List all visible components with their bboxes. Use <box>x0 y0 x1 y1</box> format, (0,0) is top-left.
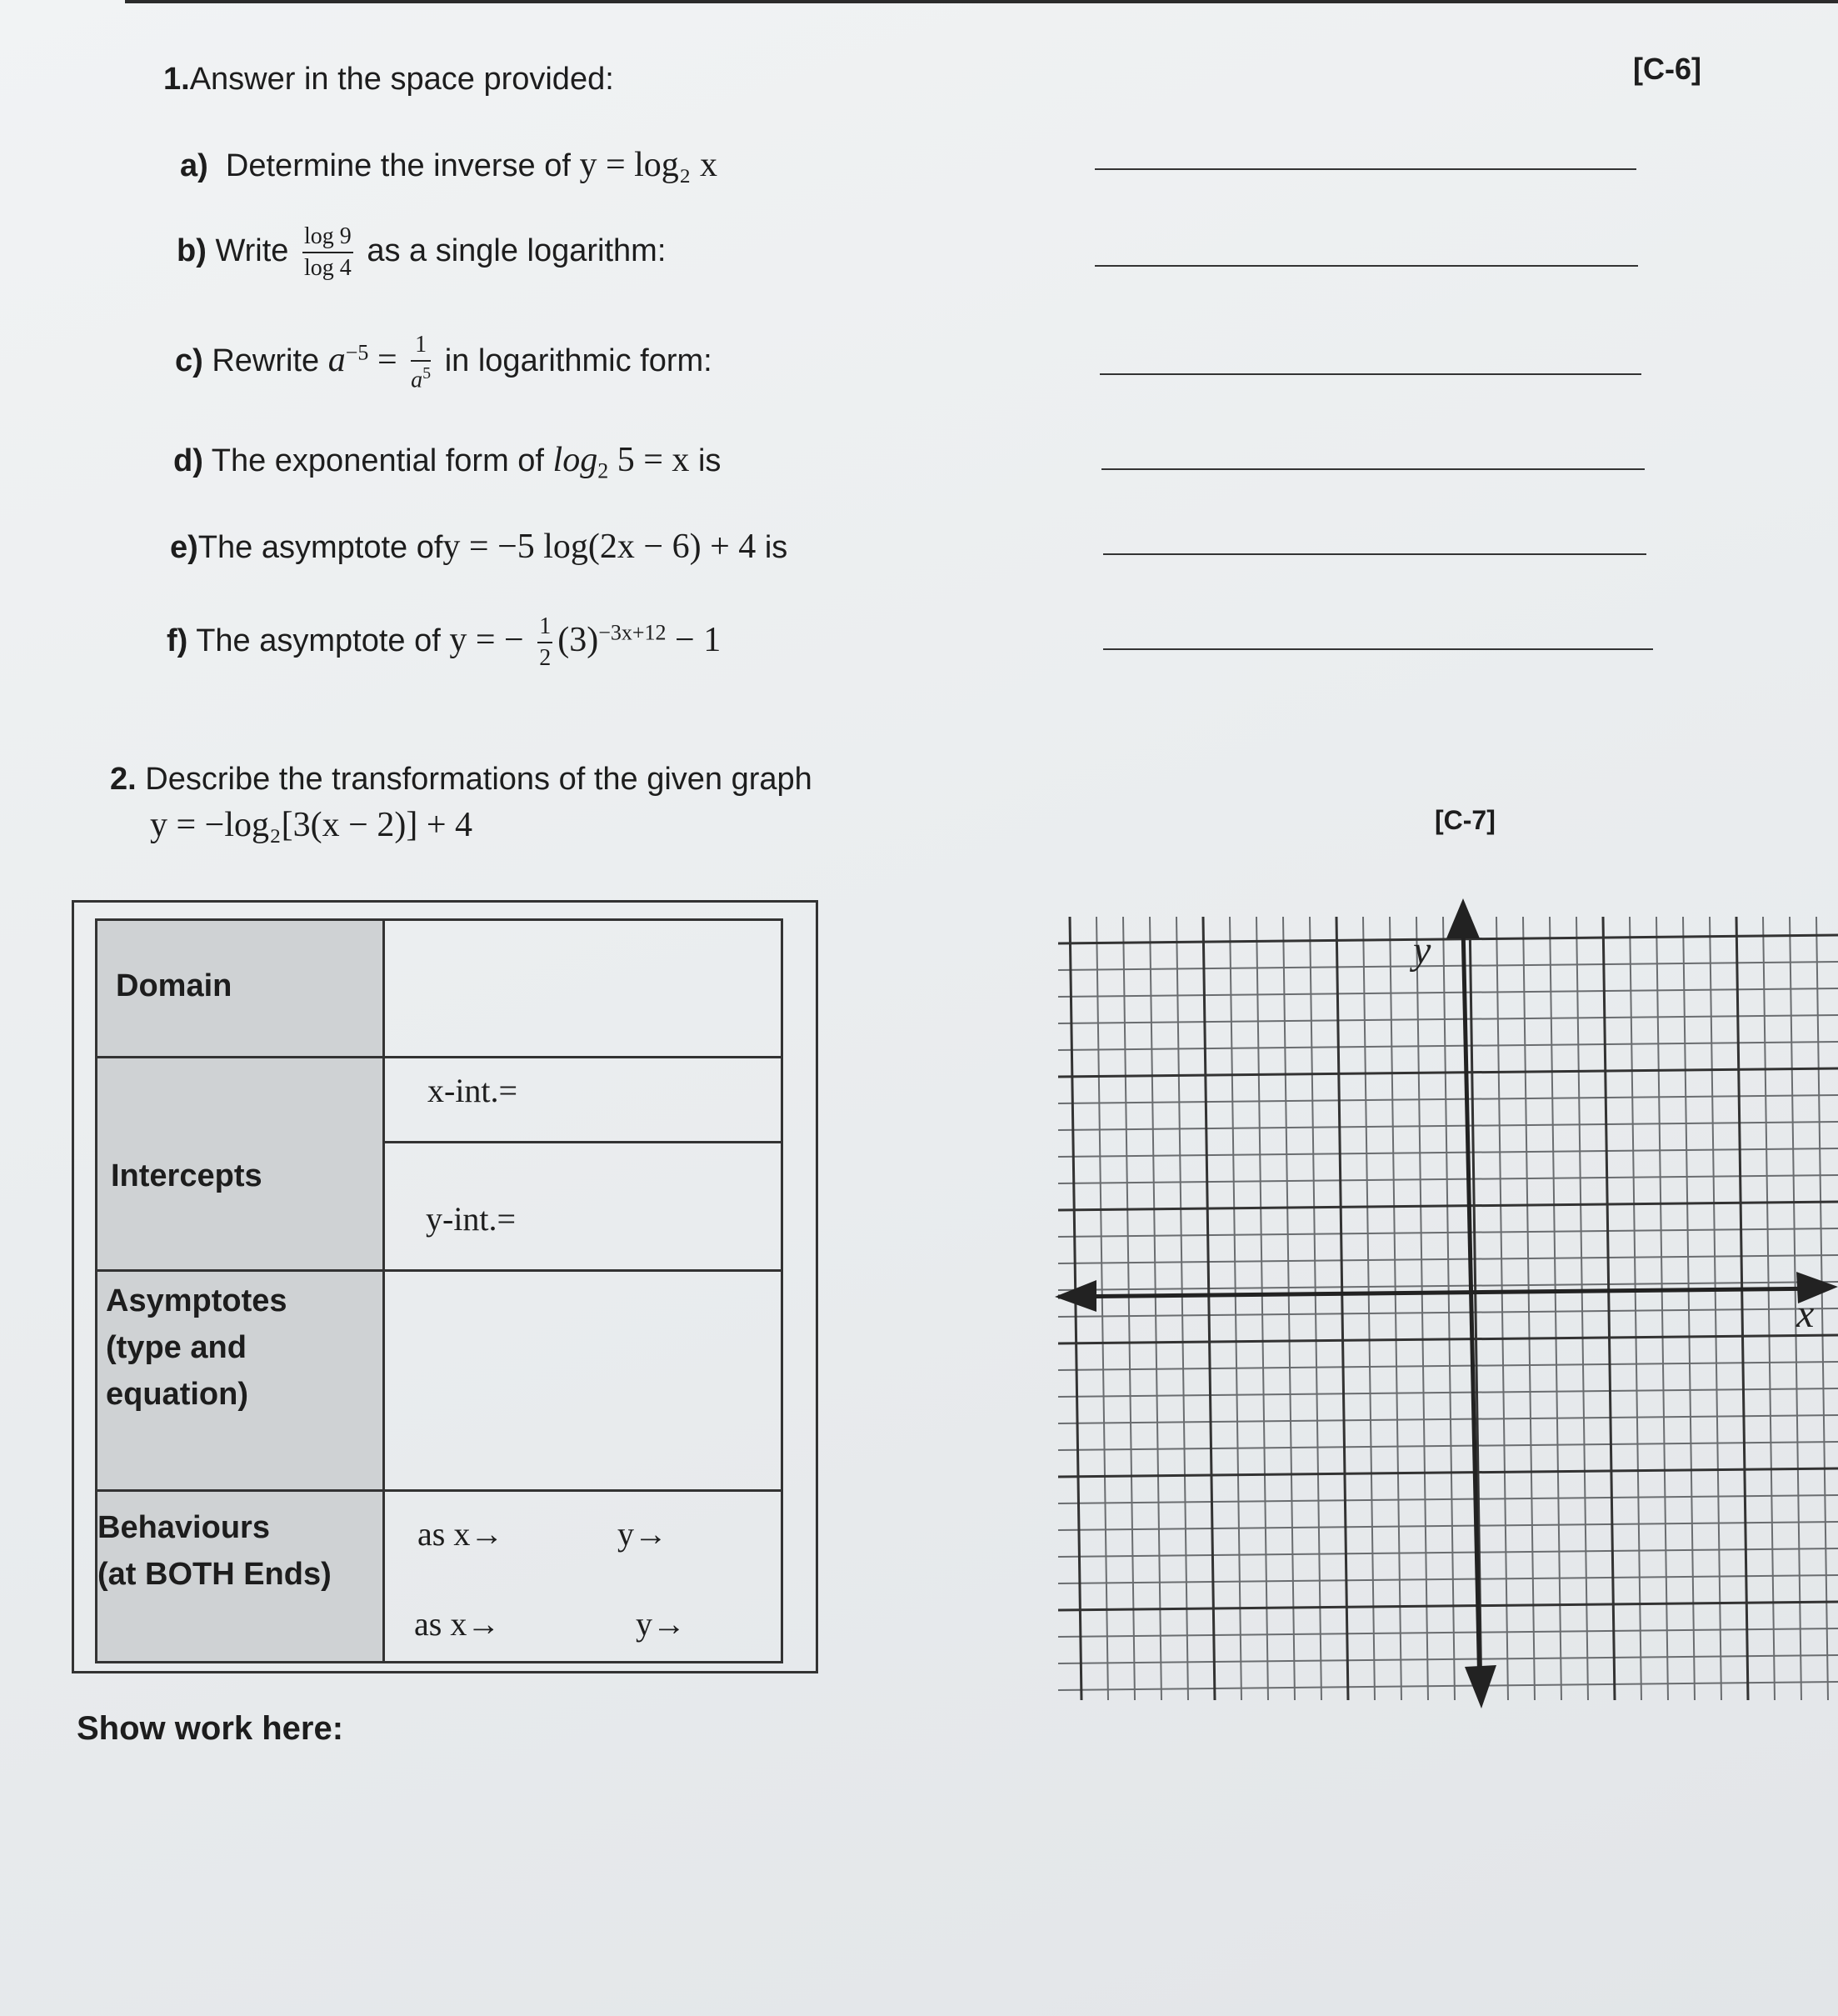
grid-vertical-line <box>1630 917 1641 1700</box>
item-f-numerator: 1 <box>537 615 552 643</box>
item-c-label: c) <box>175 343 203 379</box>
item-b-pre: Write <box>215 233 297 269</box>
answer-line-a[interactable] <box>1095 168 1636 170</box>
item-c-den-exp: 5 <box>422 364 432 383</box>
grid-horizontal-line <box>1058 988 1838 997</box>
item-e-post: is <box>756 530 788 565</box>
y-int-label: y-int.= <box>426 1200 517 1238</box>
item-c <box>175 333 712 392</box>
show-work-label: Show work here: <box>77 1710 344 1747</box>
grid-horizontal-line <box>1058 962 1838 970</box>
question1-instruction: Answer in the space provided: <box>189 62 614 97</box>
asymptotes-line2: (type and <box>106 1330 247 1365</box>
grid-vertical-line <box>1336 917 1348 1700</box>
answer-line-d[interactable] <box>1101 468 1645 470</box>
y-axis-arrow-down-icon <box>1465 1665 1496 1708</box>
grid-horizontal-line <box>1058 1148 1838 1157</box>
grid-horizontal-line <box>1058 1522 1838 1530</box>
answer-line-f[interactable] <box>1103 648 1653 650</box>
asymptotes-line3: equation) <box>106 1377 248 1412</box>
item-e-pre: The asymptote of <box>197 530 443 565</box>
grid-horizontal-line <box>1058 1442 1838 1450</box>
y-upper: y→ <box>617 1515 667 1553</box>
y-lower: y→ <box>636 1605 686 1643</box>
item-a-label: a) <box>180 148 208 183</box>
domain-label: Domain <box>116 968 232 1003</box>
top-rule <box>125 0 1838 3</box>
grid-vertical-line <box>1390 917 1401 1700</box>
grid-vertical-line <box>1256 917 1268 1700</box>
row-divider-3 <box>97 1489 781 1492</box>
item-a <box>180 145 717 185</box>
item-b-fraction <box>302 225 353 280</box>
grid-vertical-line <box>1656 917 1668 1700</box>
question1-number: 1. <box>163 62 190 97</box>
item-c-post: in logarithmic form: <box>444 343 712 379</box>
item-d-log: log <box>552 441 598 479</box>
grid-vertical-line <box>1283 917 1295 1700</box>
item-e-math: y = −5 log(2x − 6) + 4 <box>442 528 757 566</box>
item-f <box>167 615 721 670</box>
grid-vertical-line <box>1416 917 1428 1700</box>
item-c-base: a <box>327 341 346 380</box>
item-b <box>177 225 666 280</box>
item-a-math: y = log₂ x <box>579 146 717 184</box>
behaviours-line1: Behaviours <box>97 1510 270 1545</box>
question2-title <box>110 762 812 798</box>
item-f-math-b: (3) <box>557 621 599 660</box>
grid-vertical-line <box>1550 917 1561 1700</box>
item-f-pre: The asymptote of <box>196 623 450 659</box>
asymptotes-label <box>106 1278 287 1418</box>
grid-horizontal-line <box>1058 1095 1838 1103</box>
grid-horizontal-line <box>1058 1308 1838 1317</box>
item-d-label: d) <box>173 443 203 478</box>
row-divider-intercepts <box>382 1141 781 1143</box>
item-c-pre: Rewrite <box>212 343 328 379</box>
item-f-exponent: −3x+12 <box>598 620 667 645</box>
item-f-denominator: 2 <box>539 645 552 671</box>
y-axis-arrow-up-icon <box>1446 898 1480 938</box>
y-axis-label: y <box>1413 928 1431 973</box>
item-f-math-c: − 1 <box>666 621 722 660</box>
item-b-denominator: log 4 <box>303 255 352 281</box>
x-int-label: x-int.= <box>427 1072 518 1109</box>
row-divider-1 <box>97 1056 781 1058</box>
item-c-exponent: −5 <box>345 340 369 365</box>
item-e <box>170 527 787 567</box>
grid-vertical-line <box>1603 917 1615 1700</box>
as-x-lower: as x→ <box>414 1605 501 1643</box>
item-d <box>173 440 721 484</box>
question2-number: 2. <box>110 762 137 797</box>
asymptotes-line1: Asymptotes <box>106 1283 287 1318</box>
answer-line-b[interactable] <box>1095 265 1638 267</box>
item-d-pre: The exponential form of <box>211 443 553 478</box>
grid-vertical-line <box>1736 917 1748 1700</box>
answer-line-e[interactable] <box>1103 553 1646 555</box>
item-b-numerator: log 9 <box>302 225 353 253</box>
item-c-fraction <box>411 333 431 392</box>
grid-vertical-line <box>1310 917 1321 1700</box>
grid-horizontal-line <box>1058 1362 1838 1370</box>
behaviours-label <box>97 1504 332 1598</box>
grid-vertical-line <box>1710 917 1721 1700</box>
item-c-den-base: a <box>411 367 423 393</box>
behaviours-line2: (at BOTH Ends) <box>97 1557 332 1592</box>
grid-vertical-line <box>1230 917 1241 1700</box>
grid-horizontal-line <box>1058 1548 1838 1557</box>
answer-line-c[interactable] <box>1100 373 1641 375</box>
transformations-table <box>95 918 783 1663</box>
grid-horizontal-line <box>1058 1495 1838 1503</box>
grid-horizontal-line <box>1058 1122 1838 1130</box>
grid-vertical-line <box>1576 917 1588 1700</box>
question2-marks: [C-7] <box>1435 805 1496 835</box>
item-d-sub: 2 <box>597 458 609 483</box>
grid-vertical-line <box>1523 917 1535 1700</box>
coordinate-grid[interactable] <box>1041 892 1838 1708</box>
grid-horizontal-line <box>1058 1175 1838 1183</box>
item-b-post: as a single logarithm: <box>367 233 667 269</box>
item-a-text: Determine the inverse of <box>225 148 580 183</box>
intercepts-label: Intercepts <box>111 1158 262 1193</box>
item-e-label: e) <box>170 530 198 565</box>
column-divider <box>382 921 385 1661</box>
row-divider-2 <box>97 1269 781 1272</box>
question2-text: Describe the transformations of the given graph <box>145 762 812 797</box>
x-axis-label: x <box>1796 1292 1815 1336</box>
item-c-numerator: 1 <box>411 333 431 362</box>
grid-vertical-line <box>1443 917 1455 1700</box>
grid-horizontal-line <box>1058 1042 1838 1050</box>
grid-vertical-line <box>1496 917 1508 1700</box>
question1-title <box>163 62 614 98</box>
item-f-fraction <box>537 615 552 670</box>
grid-horizontal-line <box>1058 1602 1838 1610</box>
item-c-equals: = <box>377 341 407 380</box>
item-d-post: is <box>697 443 722 478</box>
grid-horizontal-line <box>1058 1388 1838 1397</box>
item-f-math-a: y = − <box>449 621 533 660</box>
grid-horizontal-line <box>1058 1068 1838 1077</box>
grid-horizontal-line <box>1058 1468 1838 1477</box>
item-b-label: b) <box>177 233 207 269</box>
item-f-label: f) <box>167 623 188 659</box>
grid-vertical-line <box>1363 917 1375 1700</box>
question2-equation: y = −log₂[3(x − 2)] + 4 <box>150 806 473 844</box>
grid-horizontal-line <box>1058 1015 1838 1023</box>
grid-horizontal-line <box>1058 1575 1838 1583</box>
as-x-upper: as x→ <box>417 1515 504 1553</box>
item-d-math: 5 = x <box>608 441 690 479</box>
question1-marks: [C-6] <box>1633 52 1701 86</box>
grid-vertical-line <box>1683 917 1695 1700</box>
grid-horizontal-line <box>1058 1415 1838 1423</box>
grid-horizontal-line <box>1058 1335 1838 1343</box>
